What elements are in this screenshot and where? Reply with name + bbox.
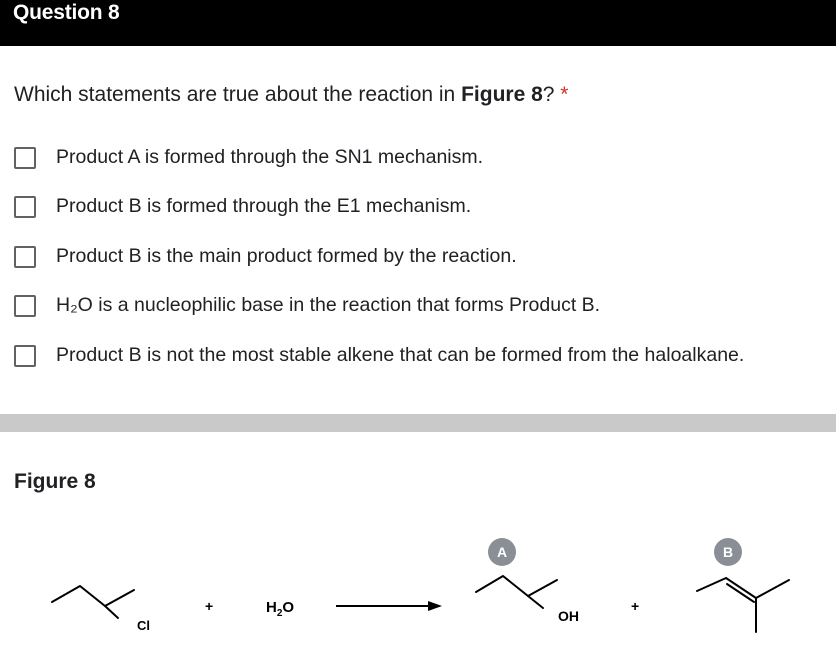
hydroxyl-label: OH <box>558 608 579 624</box>
product-b-badge-label: B <box>722 544 734 560</box>
reaction-arrow <box>336 601 442 611</box>
reaction-scheme <box>0 520 836 670</box>
option-label: Product B is the main product formed by the reaction. <box>56 245 517 267</box>
figure-reference: Figure 8 <box>461 83 543 106</box>
option-label: Product A is formed through the SN1 mechanism. <box>56 146 484 168</box>
checkbox[interactable] <box>14 147 36 169</box>
option-5[interactable] <box>14 345 814 371</box>
section-divider <box>0 414 836 432</box>
required-marker: * <box>560 83 569 106</box>
checkbox[interactable] <box>14 295 36 317</box>
water-subscript: 2 <box>276 608 283 619</box>
plus-sign-1: + <box>205 598 214 614</box>
option-1[interactable] <box>14 147 814 173</box>
water-o: O <box>282 599 295 616</box>
water-reagent <box>266 599 294 619</box>
plus-sign-2: + <box>631 598 640 614</box>
question-header <box>0 0 836 46</box>
option-3[interactable] <box>14 246 814 272</box>
product-b-structure <box>697 578 789 632</box>
checkbox[interactable] <box>14 196 36 218</box>
product-a-badge-label: A <box>496 544 508 560</box>
question-number-title: Question 8 <box>13 1 120 24</box>
product-a-structure <box>476 576 557 608</box>
question-text-end: ? <box>542 83 555 106</box>
option-4[interactable] <box>14 295 814 321</box>
option-label: H₂O is a nucleophilic base in the reaction that forms Product B. <box>56 294 601 316</box>
question-text <box>14 83 568 107</box>
checkbox[interactable] <box>14 345 36 367</box>
option-label: Product B is formed through the E1 mechanism. <box>56 195 472 217</box>
option-2[interactable] <box>14 196 814 222</box>
checkbox[interactable] <box>14 246 36 268</box>
chloro-label: Cl <box>137 618 150 633</box>
figure-title: Figure 8 <box>14 470 96 493</box>
option-label: Product B is not the most stable alkene that can be formed from the haloalkane. <box>56 344 745 366</box>
reactant-structure <box>52 586 134 618</box>
question-text-start: Which statements are true about the reaction in <box>14 83 462 106</box>
water-h: H <box>266 599 277 616</box>
